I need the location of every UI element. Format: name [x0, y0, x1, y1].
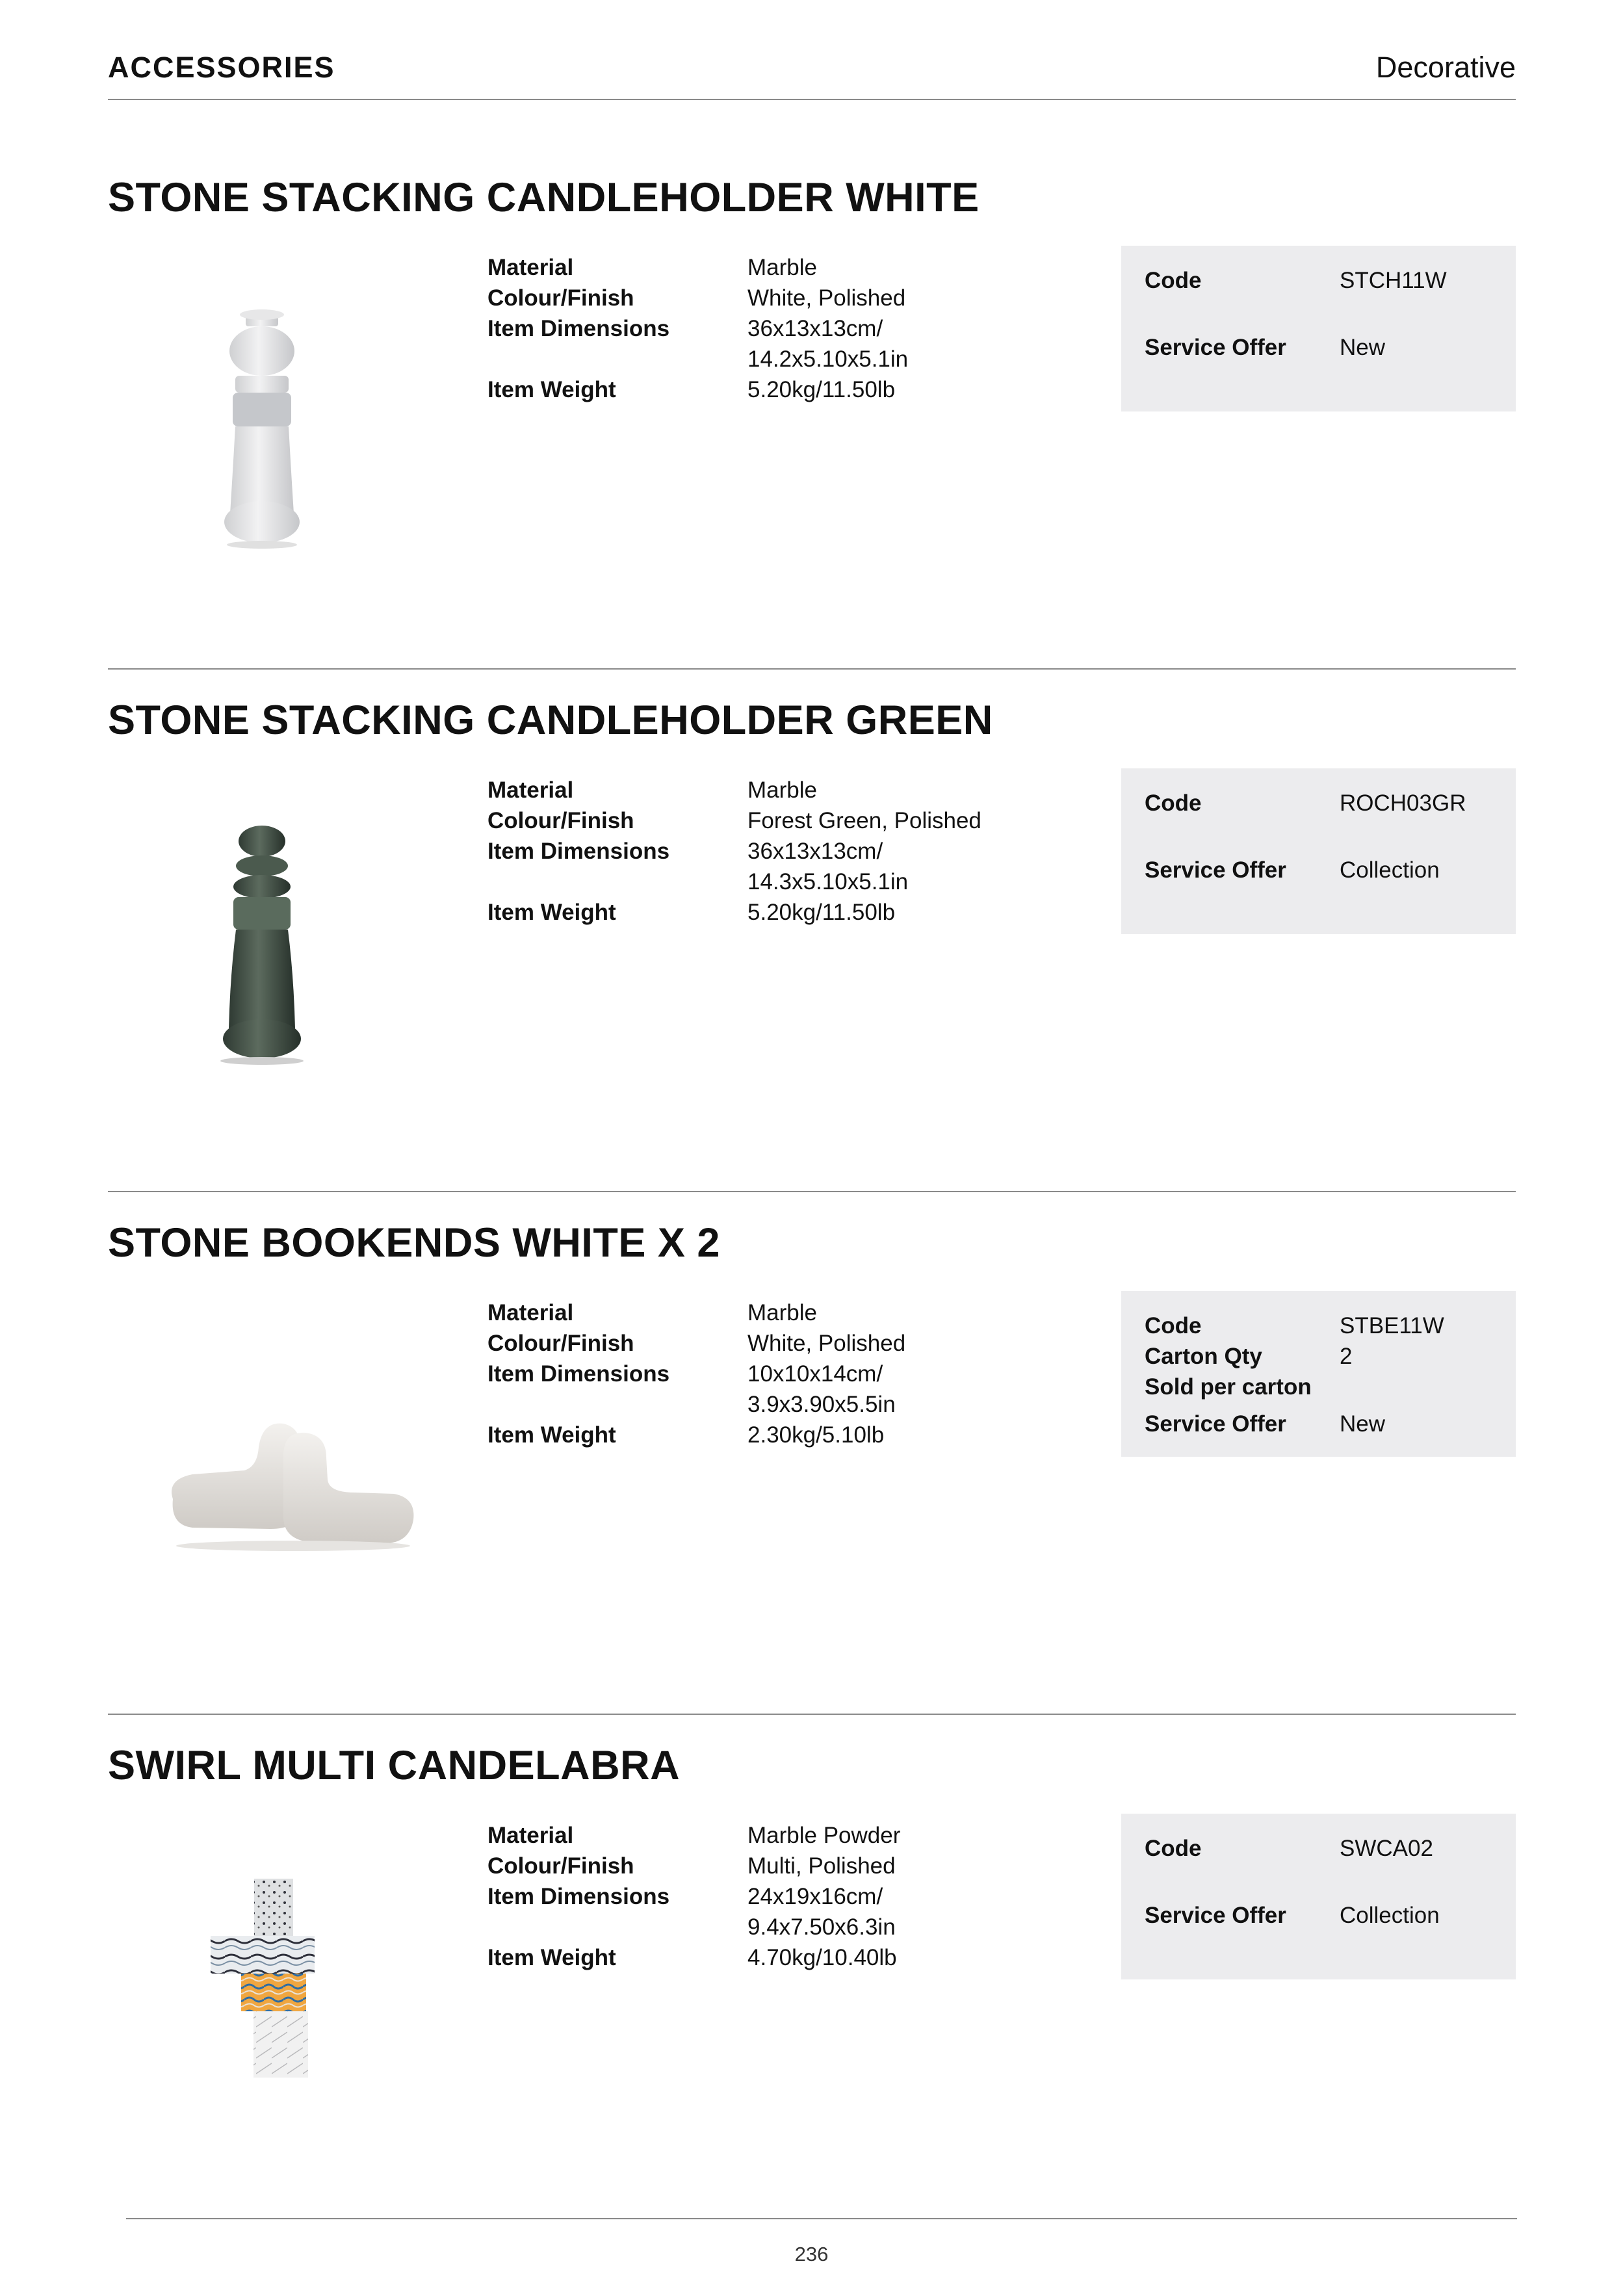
product-image-swirl-candelabra	[147, 1827, 368, 2171]
spec-row-material	[487, 775, 1072, 805]
info-row-service-offer	[1145, 855, 1492, 885]
product-image-white-candleholder	[147, 259, 368, 603]
spec-row-dimensions	[487, 1881, 1072, 1942]
info-row-code	[1145, 1833, 1492, 1864]
info-row-carton-qty	[1145, 1341, 1492, 1372]
section-subcategory: Decorative	[1375, 51, 1516, 84]
info-label: Code	[1145, 268, 1202, 293]
info-value: Collection	[1340, 1903, 1440, 1928]
spec-value: Marble	[747, 1300, 817, 1325]
info-label: Service Offer	[1145, 335, 1286, 360]
spec-label: Item Weight	[487, 377, 616, 402]
spec-row-colour	[487, 1328, 1072, 1359]
spec-row-dimensions	[487, 836, 1072, 897]
product-info-box	[1121, 246, 1516, 411]
spec-row-weight	[487, 1942, 1072, 1973]
info-row-sold-per-carton	[1145, 1372, 1492, 1402]
spec-value: 4.70kg/10.40lb	[747, 1945, 897, 1970]
spec-row-colour	[487, 283, 1072, 313]
spec-label: Material	[487, 1823, 574, 1848]
product-image-green-candleholder	[147, 781, 368, 1126]
info-label: Service Offer	[1145, 1411, 1286, 1437]
info-label: Code	[1145, 1836, 1202, 1861]
info-row-code	[1145, 788, 1492, 818]
spec-value: 5.20kg/11.50lb	[747, 900, 896, 925]
spec-label: Item Dimensions	[487, 1884, 670, 1909]
info-value: 2	[1340, 1344, 1353, 1369]
spec-value: 2.30kg/5.10lb	[747, 1422, 885, 1448]
spec-label: Item Dimensions	[487, 316, 670, 341]
spec-value: Forest Green, Polished	[747, 808, 981, 833]
info-label: Sold per carton	[1145, 1374, 1312, 1400]
spec-value: 5.20kg/11.50lb	[747, 377, 896, 402]
product-specs	[487, 1298, 1072, 1450]
product-specs	[487, 775, 1072, 928]
spec-value: Multi, Polished	[747, 1853, 896, 1879]
product-divider	[108, 1191, 1516, 1192]
info-label: Code	[1145, 1313, 1202, 1338]
spec-row-material	[487, 1298, 1072, 1328]
spec-value: White, Polished	[747, 1331, 906, 1356]
info-label: Carton Qty	[1145, 1344, 1262, 1369]
product-card	[108, 1220, 1516, 1675]
spec-value: 36x13x13cm/ 14.2x5.10x5.1in	[747, 316, 909, 372]
info-row-service-offer	[1145, 1900, 1492, 1931]
spec-row-dimensions	[487, 313, 1072, 374]
info-label: Service Offer	[1145, 1903, 1286, 1928]
spec-label: Colour/Finish	[487, 1853, 634, 1879]
page-header	[108, 47, 1516, 100]
product-title: STONE BOOKENDS WHITE X 2	[108, 1220, 720, 1266]
spec-label: Material	[487, 255, 574, 280]
product-info-box	[1121, 768, 1516, 934]
page-number: 236	[794, 2243, 829, 2265]
spec-row-dimensions	[487, 1359, 1072, 1420]
product-info-box	[1121, 1291, 1516, 1457]
info-row-service-offer	[1145, 332, 1492, 363]
spec-label: Material	[487, 1300, 574, 1325]
spec-label: Item Weight	[487, 900, 616, 925]
info-value: Collection	[1340, 857, 1440, 883]
spec-label: Item Weight	[487, 1945, 616, 1970]
info-row-code	[1145, 1311, 1492, 1341]
product-card	[108, 1742, 1516, 2197]
spec-value: Marble Powder	[747, 1823, 901, 1848]
spec-row-weight	[487, 1420, 1072, 1450]
spec-value: 10x10x14cm/ 3.9x3.90x5.5in	[747, 1361, 896, 1417]
spec-label: Colour/Finish	[487, 1331, 634, 1356]
footer-divider	[126, 2218, 1517, 2219]
spec-label: Colour/Finish	[487, 285, 634, 311]
product-info-box	[1121, 1814, 1516, 1979]
product-title: STONE STACKING CANDLEHOLDER WHITE	[108, 175, 980, 220]
spec-value: White, Polished	[747, 285, 906, 311]
info-label: Code	[1145, 790, 1202, 816]
info-value: New	[1340, 335, 1386, 360]
spec-label: Colour/Finish	[487, 808, 634, 833]
spec-row-material	[487, 252, 1072, 283]
product-specs	[487, 252, 1072, 405]
spec-value: Marble	[747, 777, 817, 803]
spec-row-material	[487, 1820, 1072, 1851]
spec-label: Item Weight	[487, 1422, 616, 1448]
spec-label: Item Dimensions	[487, 839, 670, 864]
info-value: STCH11W	[1340, 268, 1447, 293]
info-row-code	[1145, 265, 1492, 296]
info-value: STBE11W	[1340, 1313, 1444, 1338]
spec-row-colour	[487, 805, 1072, 836]
product-title: STONE STACKING CANDLEHOLDER GREEN	[108, 698, 993, 743]
spec-row-colour	[487, 1851, 1072, 1881]
product-divider	[108, 668, 1516, 670]
spec-value: 36x13x13cm/ 14.3x5.10x5.1in	[747, 839, 909, 894]
info-value: ROCH03GR	[1340, 790, 1466, 816]
product-image-white-bookends	[147, 1304, 446, 1649]
info-row-service-offer	[1145, 1409, 1492, 1439]
spec-label: Material	[487, 777, 574, 803]
header-divider	[108, 99, 1516, 100]
spec-value: 24x19x16cm/ 9.4x7.50x6.3in	[747, 1884, 896, 1940]
section-category: ACCESSORIES	[108, 51, 335, 84]
product-title: SWIRL MULTI CANDELABRA	[108, 1743, 681, 1788]
spec-row-weight	[487, 897, 1072, 928]
spec-row-weight	[487, 374, 1072, 405]
spec-value: Marble	[747, 255, 817, 280]
product-divider	[108, 1714, 1516, 1715]
info-value: SWCA02	[1340, 1836, 1433, 1861]
product-specs	[487, 1820, 1072, 1973]
spec-label: Item Dimensions	[487, 1361, 670, 1387]
info-label: Service Offer	[1145, 857, 1286, 883]
info-value: New	[1340, 1411, 1386, 1437]
product-card	[108, 174, 1516, 629]
product-card	[108, 697, 1516, 1152]
